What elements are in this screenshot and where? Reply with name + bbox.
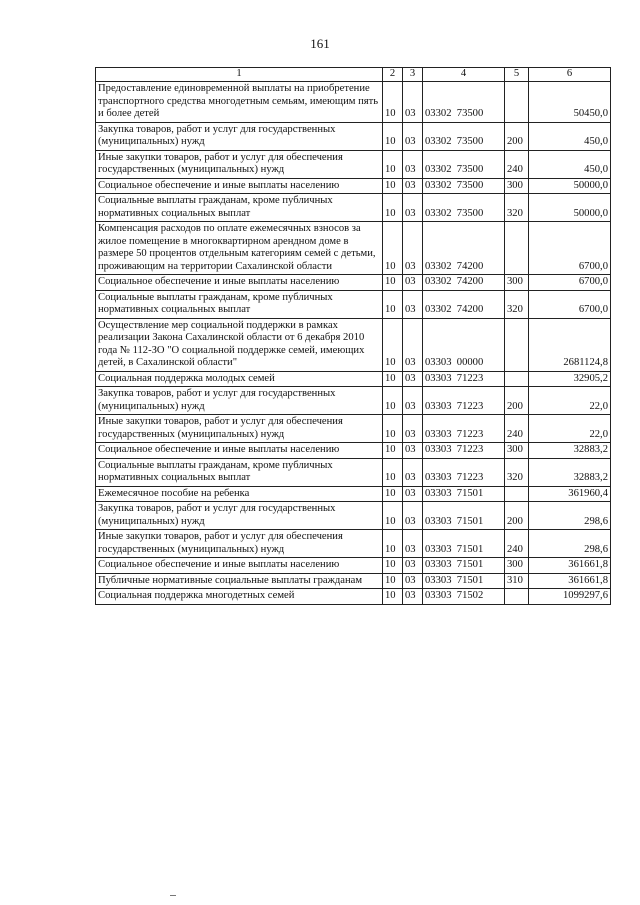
amount-cell: 6700,0 [529,222,611,275]
amount-cell: 22,0 [529,387,611,415]
subsection-code-cell: 03 [403,371,423,387]
subsection-code-cell: 03 [403,486,423,502]
scan-mark [170,895,176,896]
subsection-code-cell: 03 [403,589,423,605]
section-code-cell: 10 [383,318,403,371]
subsection-code-cell: 03 [403,573,423,589]
target-code-cell: 03303 71223 [423,443,505,459]
amount-cell: 2681124,8 [529,318,611,371]
target-code-cell: 03303 71501 [423,530,505,558]
section-code-cell: 10 [383,458,403,486]
table-row [96,458,611,486]
row-name-cell: Закупка товаров, работ и услуг для государственных (муниципальных) нужд [96,502,383,530]
amount-cell: 361661,8 [529,558,611,574]
subsection-code-cell: 03 [403,387,423,415]
amount-cell: 1099297,6 [529,589,611,605]
page-number: 161 [310,36,330,51]
section-code-cell: 10 [383,387,403,415]
expense-type-cell: 300 [505,443,529,459]
target-code-cell: 03303 71501 [423,486,505,502]
target-code-cell: 03302 73500 [423,178,505,194]
section-code-cell: 10 [383,275,403,291]
amount-cell: 32883,2 [529,458,611,486]
expense-type-cell: 200 [505,122,529,150]
row-name-cell: Иные закупки товаров, работ и услуг для обеспечения государственных (муниципальных) нужд [96,415,383,443]
subsection-code-cell: 03 [403,443,423,459]
row-name-cell: Социальные выплаты гражданам, кроме публичных нормативных социальных выплат [96,458,383,486]
expense-type-cell: 320 [505,194,529,222]
subsection-code-cell: 03 [403,82,423,123]
target-code-cell: 03302 73500 [423,82,505,123]
row-name-cell: Осуществление мер социальной поддержки в рамках реализации Закона Сахалинской области от 6 декабря 2010 года № 112-ЗО "О социальной поддержке семей, имеющих детей, в Сахалинской области" [96,318,383,371]
column-header: 1 [96,68,383,82]
table-row [96,150,611,178]
amount-cell: 361960,4 [529,486,611,502]
subsection-code-cell: 03 [403,178,423,194]
row-name-cell: Ежемесячное пособие на ребенка [96,486,383,502]
subsection-code-cell: 03 [403,150,423,178]
table-row [96,318,611,371]
target-code-cell: 03302 73500 [423,194,505,222]
section-code-cell: 10 [383,589,403,605]
table-row [96,222,611,275]
expense-type-cell: 200 [505,502,529,530]
target-code-cell: 03302 74200 [423,275,505,291]
expense-type-cell: 300 [505,275,529,291]
section-code-cell: 10 [383,530,403,558]
subsection-code-cell: 03 [403,558,423,574]
expense-type-cell [505,82,529,123]
expense-type-cell: 320 [505,290,529,318]
row-name-cell: Иные закупки товаров, работ и услуг для обеспечения государственных (муниципальных) нужд [96,530,383,558]
expense-type-cell [505,318,529,371]
table-row [96,387,611,415]
section-code-cell: 10 [383,122,403,150]
amount-cell: 50000,0 [529,178,611,194]
target-code-cell: 03303 71223 [423,387,505,415]
expense-type-cell [505,222,529,275]
section-code-cell: 10 [383,290,403,318]
target-code-cell: 03302 74200 [423,290,505,318]
section-code-cell: 10 [383,415,403,443]
target-code-cell: 03303 71223 [423,415,505,443]
column-header: 5 [505,68,529,82]
table-row [96,573,611,589]
column-header: 3 [403,68,423,82]
amount-cell: 50000,0 [529,194,611,222]
table-row [96,371,611,387]
section-code-cell: 10 [383,371,403,387]
expense-type-cell: 300 [505,178,529,194]
row-name-cell: Закупка товаров, работ и услуг для государственных (муниципальных) нужд [96,387,383,415]
column-header: 6 [529,68,611,82]
table-row [96,82,611,123]
expense-type-cell [505,589,529,605]
amount-cell: 361661,8 [529,573,611,589]
amount-cell: 450,0 [529,150,611,178]
row-name-cell: Компенсация расходов по оплате ежемесячных взносов за жилое помещение в многоквартирном арендном доме в размере 50 процентов отдельным категориям семей с детьми, проживающим на территории Сахалинской области [96,222,383,275]
subsection-code-cell: 03 [403,458,423,486]
expense-type-cell: 300 [505,558,529,574]
section-code-cell: 10 [383,150,403,178]
expense-type-cell: 320 [505,458,529,486]
table-row [96,275,611,291]
section-code-cell: 10 [383,222,403,275]
row-name-cell: Социальное обеспечение и иные выплаты населению [96,558,383,574]
subsection-code-cell: 03 [403,222,423,275]
subsection-code-cell: 03 [403,122,423,150]
subsection-code-cell: 03 [403,415,423,443]
expense-type-cell: 240 [505,150,529,178]
table-row [96,530,611,558]
section-code-cell: 10 [383,502,403,530]
table-row [96,486,611,502]
target-code-cell: 03302 73500 [423,150,505,178]
section-code-cell: 10 [383,573,403,589]
table-row [96,122,611,150]
row-name-cell: Публичные нормативные социальные выплаты гражданам [96,573,383,589]
amount-cell: 6700,0 [529,290,611,318]
section-code-cell: 10 [383,443,403,459]
target-code-cell: 03303 71223 [423,371,505,387]
target-code-cell: 03302 74200 [423,222,505,275]
row-name-cell: Социальное обеспечение и иные выплаты населению [96,275,383,291]
amount-cell: 22,0 [529,415,611,443]
table-row [96,194,611,222]
target-code-cell: 03303 71502 [423,589,505,605]
amount-cell: 32883,2 [529,443,611,459]
amount-cell: 298,6 [529,502,611,530]
column-header: 4 [423,68,505,82]
row-name-cell: Социальные выплаты гражданам, кроме публичных нормативных социальных выплат [96,290,383,318]
target-code-cell: 03303 71501 [423,558,505,574]
subsection-code-cell: 03 [403,318,423,371]
expense-type-cell [505,371,529,387]
amount-cell: 298,6 [529,530,611,558]
target-code-cell: 03303 71501 [423,573,505,589]
row-name-cell: Социальная поддержка молодых семей [96,371,383,387]
section-code-cell: 10 [383,486,403,502]
amount-cell: 50450,0 [529,82,611,123]
table-row [96,589,611,605]
expense-type-cell: 310 [505,573,529,589]
row-name-cell: Социальное обеспечение и иные выплаты населению [96,178,383,194]
column-header: 2 [383,68,403,82]
target-code-cell: 03303 00000 [423,318,505,371]
section-code-cell: 10 [383,558,403,574]
section-code-cell: 10 [383,178,403,194]
expense-type-cell: 240 [505,530,529,558]
expense-type-cell: 240 [505,415,529,443]
amount-cell: 6700,0 [529,275,611,291]
subsection-code-cell: 03 [403,530,423,558]
amount-cell: 32905,2 [529,371,611,387]
subsection-code-cell: 03 [403,502,423,530]
budget-table [95,67,611,605]
section-code-cell: 10 [383,194,403,222]
target-code-cell: 03303 71501 [423,502,505,530]
subsection-code-cell: 03 [403,275,423,291]
subsection-code-cell: 03 [403,290,423,318]
row-name-cell: Социальные выплаты гражданам, кроме публичных нормативных социальных выплат [96,194,383,222]
table-row [96,558,611,574]
table-row [96,178,611,194]
subsection-code-cell: 03 [403,194,423,222]
table-row [96,415,611,443]
table-row [96,443,611,459]
row-name-cell: Социальное обеспечение и иные выплаты населению [96,443,383,459]
amount-cell: 450,0 [529,122,611,150]
row-name-cell: Иные закупки товаров, работ и услуг для обеспечения государственных (муниципальных) нужд [96,150,383,178]
expense-type-cell [505,486,529,502]
target-code-cell: 03302 73500 [423,122,505,150]
expense-type-cell: 200 [505,387,529,415]
target-code-cell: 03303 71223 [423,458,505,486]
section-code-cell: 10 [383,82,403,123]
row-name-cell: Предоставление единовременной выплаты на приобретение транспортного средства многодетным семьям, имеющим пять и более детей [96,82,383,123]
table-header-row [96,68,611,82]
table-row [96,290,611,318]
row-name-cell: Социальная поддержка многодетных семей [96,589,383,605]
table-row [96,502,611,530]
row-name-cell: Закупка товаров, работ и услуг для государственных (муниципальных) нужд [96,122,383,150]
